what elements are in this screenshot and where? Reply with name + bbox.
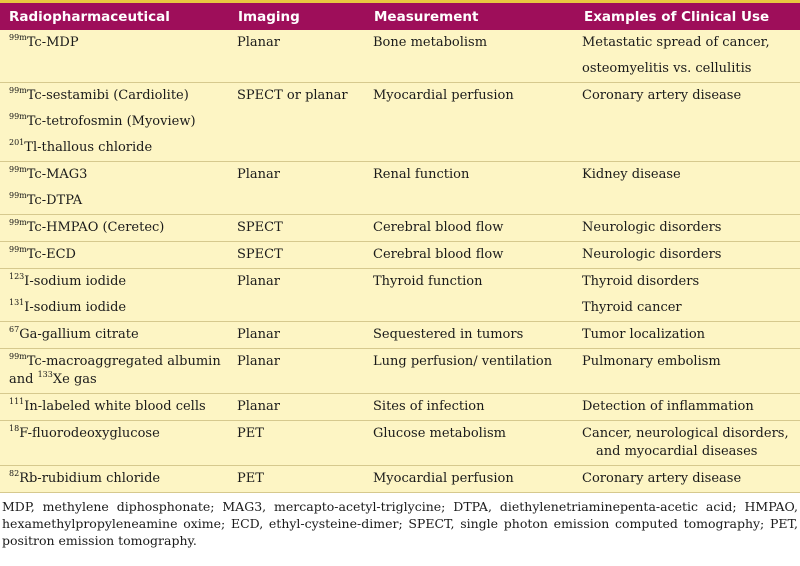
clinical-use-cell <box>575 349 800 394</box>
agent-name <box>9 34 225 52</box>
agent-name <box>9 326 225 344</box>
measurement-text: Sequestered in tumors <box>373 327 524 342</box>
imaging-cell: PET <box>229 466 365 493</box>
measurement-text: Sites of infection <box>373 399 485 414</box>
clinical-use-text: Thyroid cancer <box>582 300 682 315</box>
isotope-mass: 99m <box>9 112 27 121</box>
agent-name <box>9 166 225 184</box>
clinical-use-cell <box>575 269 800 322</box>
isotope-mass: 133 <box>37 370 53 379</box>
clinical-use-cell <box>575 215 800 242</box>
isotope-mass: 131 <box>9 298 25 307</box>
measurement-cell <box>365 242 575 269</box>
measurement-text: Cerebral blood flow <box>373 220 504 235</box>
isotope-mass: 99m <box>9 191 27 200</box>
clinical-use-text: Detection of inflammation <box>582 399 754 414</box>
isotope-mass: 99m <box>9 165 27 174</box>
radiopharmaceutical-cell <box>0 242 229 269</box>
header-radiopharmaceutical: Radiopharmaceutical <box>0 3 229 30</box>
clinical-use-text: Cancer, neurological disorders, and myocardial diseases <box>582 426 789 459</box>
radiopharmaceutical-cell <box>0 30 229 83</box>
clinical-use-cell <box>575 394 800 421</box>
measurement-text: Thyroid function <box>373 274 483 289</box>
clinical-use-text: osteomyelitis vs. cellulitis <box>582 61 752 76</box>
table-row <box>0 421 800 466</box>
clinical-use-text: Thyroid disorders <box>582 274 700 289</box>
agent-name <box>9 219 225 237</box>
agent-name <box>9 273 225 291</box>
measurement-text: Myocardial perfusion <box>373 471 514 486</box>
imaging-cell: PET <box>229 421 365 466</box>
measurement-text: Lung perfusion/ ventilation <box>373 354 553 369</box>
radiopharmaceutical-cell <box>0 349 229 394</box>
radiopharmaceutical-cell <box>0 215 229 242</box>
table-row <box>0 242 800 269</box>
clinical-use-text: Coronary artery disease <box>582 471 742 486</box>
spacer <box>582 52 796 60</box>
radiopharmaceutical-cell <box>0 322 229 349</box>
agent-label: Tc-macroaggregated albumin and <box>9 354 221 387</box>
abbreviations-footnote: MDP, methylene diphosphonate; MAG3, mercapto-acetyl-triglycine; DTPA, diethylenetriaminepenta-acetic acid; HMPAO, hexamethylpropyleneamine oxime; ECD, ethyl-cysteine-dimer; SPECT, single photon emission computed tomography; PET, positron emission tomography. <box>2 499 798 548</box>
agent-label: F-fluorodeoxyglucose <box>19 426 160 441</box>
spacer <box>9 105 225 113</box>
agent-name <box>9 425 225 443</box>
measurement-cell <box>365 269 575 322</box>
measurement-cell <box>365 162 575 215</box>
isotope-mass: 18 <box>9 424 20 433</box>
isotope-mass: 99m <box>9 218 27 227</box>
clinical-use-text: Coronary artery disease <box>582 88 742 103</box>
measurement-cell <box>365 215 575 242</box>
radiopharmaceutical-cell <box>0 269 229 322</box>
agent-name <box>9 246 225 264</box>
isotope-mass: 99m <box>9 245 27 254</box>
clinical-use-cell <box>575 322 800 349</box>
table-body <box>0 30 800 493</box>
isotope-mass: 99m <box>9 33 27 42</box>
radiopharmaceutical-cell <box>0 83 229 162</box>
spacer <box>9 131 225 139</box>
agent-name <box>9 113 225 131</box>
clinical-use-text: Metastatic spread of cancer, <box>582 35 770 50</box>
measurement-cell <box>365 322 575 349</box>
radiopharmaceutical-cell <box>0 162 229 215</box>
clinical-use-text: Neurologic disorders <box>582 220 722 235</box>
imaging-cell: Planar <box>229 30 365 83</box>
agent-name <box>9 353 225 389</box>
agent-label: Ga-gallium citrate <box>19 327 139 342</box>
table-row <box>0 215 800 242</box>
agent-name <box>9 192 225 210</box>
clinical-use-cell <box>575 83 800 162</box>
measurement-cell <box>365 30 575 83</box>
agent-label: Xe gas <box>52 372 97 387</box>
radiopharmaceutical-cell <box>0 466 229 493</box>
clinical-use-text: Pulmonary embolism <box>582 354 721 369</box>
agent-label: Tc-tetrofosmin (Myoview) <box>26 114 196 129</box>
isotope-mass: 201 <box>9 138 25 147</box>
clinical-use-cell <box>575 30 800 83</box>
imaging-cell: SPECT <box>229 215 365 242</box>
measurement-cell <box>365 83 575 162</box>
table-row <box>0 394 800 421</box>
table-row <box>0 269 800 322</box>
clinical-use-cell <box>575 466 800 493</box>
imaging-cell: Planar <box>229 162 365 215</box>
agent-label: Tc-ECD <box>26 247 76 262</box>
agent-name <box>9 299 225 317</box>
spacer <box>582 291 796 299</box>
table-row <box>0 83 800 162</box>
table-row <box>0 466 800 493</box>
agent-name <box>9 139 225 157</box>
clinical-use-text: Kidney disease <box>582 167 681 182</box>
measurement-text: Myocardial perfusion <box>373 88 514 103</box>
isotope-mass: 82 <box>9 469 20 478</box>
imaging-cell: SPECT <box>229 242 365 269</box>
imaging-cell: Planar <box>229 269 365 322</box>
agent-name <box>9 87 225 105</box>
imaging-cell: SPECT or planar <box>229 83 365 162</box>
table-row <box>0 162 800 215</box>
imaging-cell: Planar <box>229 322 365 349</box>
agent-label: Tc-DTPA <box>26 193 83 208</box>
table-row <box>0 30 800 83</box>
agent-name <box>9 398 225 416</box>
isotope-mass: 99m <box>9 352 27 361</box>
table-header <box>0 3 800 30</box>
measurement-text: Cerebral blood flow <box>373 247 504 262</box>
table-row <box>0 349 800 394</box>
measurement-text: Renal function <box>373 167 470 182</box>
measurement-cell <box>365 349 575 394</box>
radiopharmaceutical-table <box>0 3 800 493</box>
isotope-mass: 123 <box>9 272 25 281</box>
agent-label: I-sodium iodide <box>24 300 127 315</box>
imaging-cell: Planar <box>229 349 365 394</box>
measurement-text: Glucose metabolism <box>373 426 506 441</box>
radiopharmaceutical-cell <box>0 421 229 466</box>
isotope-mass: 67 <box>9 325 20 334</box>
spacer <box>9 291 225 299</box>
header-measurement: Measurement <box>365 3 575 30</box>
measurement-cell <box>365 421 575 466</box>
clinical-use-text: Neurologic disorders <box>582 247 722 262</box>
measurement-cell <box>365 394 575 421</box>
header-row <box>0 3 800 30</box>
radiopharmaceutical-cell <box>0 394 229 421</box>
spacer <box>9 184 225 192</box>
agent-label: Rb-rubidium chloride <box>19 471 161 486</box>
clinical-use-text: Tumor localization <box>582 327 706 342</box>
clinical-use-cell <box>575 162 800 215</box>
header-clinical-use: Examples of Clinical Use <box>575 3 800 30</box>
clinical-use-cell <box>575 421 800 466</box>
header-imaging: Imaging <box>229 3 365 30</box>
agent-label: Tl-thallous chloride <box>24 140 153 155</box>
isotope-mass: 99m <box>9 86 27 95</box>
agent-label: Tc-MDP <box>26 35 79 50</box>
agent-label: Tc-HMPAO (Ceretec) <box>26 220 165 235</box>
measurement-cell <box>365 466 575 493</box>
table-row <box>0 322 800 349</box>
agent-label: Tc-MAG3 <box>26 167 88 182</box>
measurement-text: Bone metabolism <box>373 35 488 50</box>
agent-label: I-sodium iodide <box>24 274 127 289</box>
agent-label: Tc-sestamibi (Cardiolite) <box>26 88 189 103</box>
agent-label: In-labeled white blood cells <box>24 399 206 414</box>
isotope-mass: 111 <box>9 397 25 406</box>
agent-name <box>9 470 225 488</box>
imaging-cell: Planar <box>229 394 365 421</box>
clinical-use-cell <box>575 242 800 269</box>
